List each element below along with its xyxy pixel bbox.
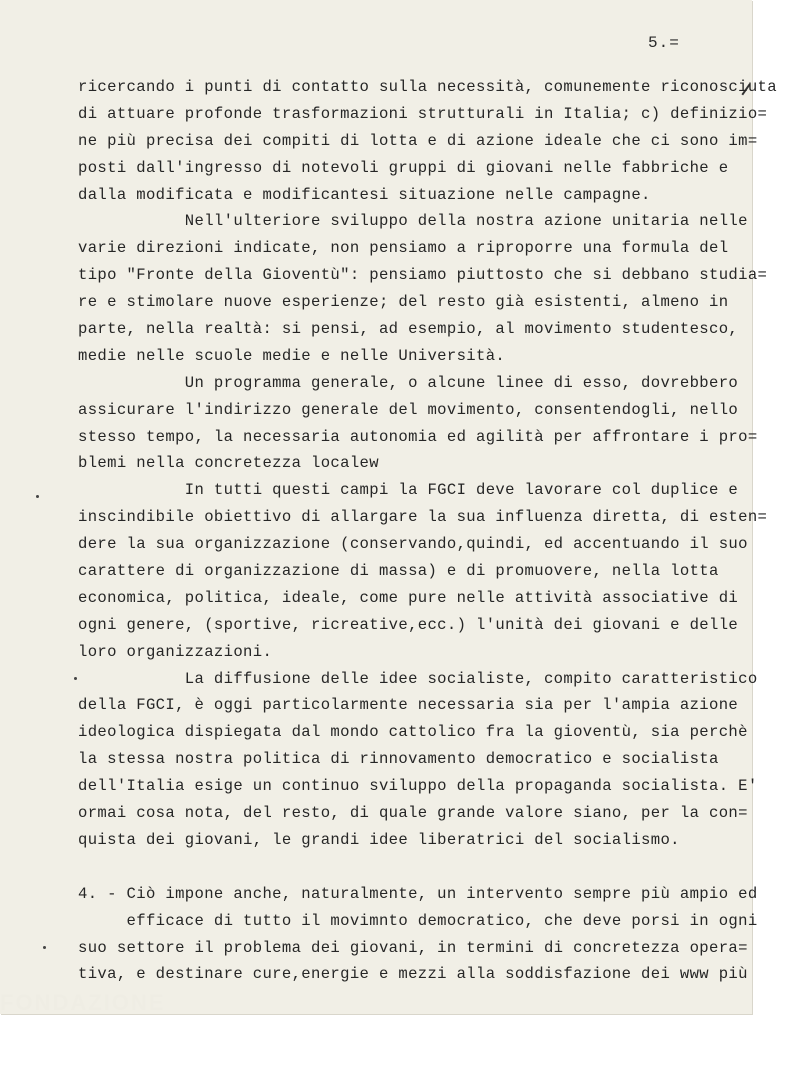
text-line: ormai cosa nota, del resto, di quale grande valore siano, per la con= xyxy=(78,804,748,823)
margin-dot xyxy=(43,946,46,949)
text-line: dell'Italia esige un continuo sviluppo della propaganda socialista. E' xyxy=(78,777,758,796)
text-line: posti dall'ingresso di notevoli gruppi di giovani nelle fabbriche e xyxy=(78,158,729,177)
text-line: ne più precisa dei compiti di lotta e di azione ideale che ci sono im= xyxy=(78,131,758,150)
watermark: FONDAZIONE xyxy=(0,990,166,1015)
text-line: assicurare l'indirizzo generale del movimento, consentendogli, nello xyxy=(78,400,739,419)
text-line: ricercando i punti di contatto sulla necessità, comunemente riconosciuta xyxy=(78,78,777,96)
text-line: re e stimolare nuove esperienze; del resto già esistenti, almeno in xyxy=(78,293,729,312)
text-line: quista dei giovani, le grandi idee liberatrici del socialismo. xyxy=(78,830,680,849)
text-line: Un programma generale, o alcune linee di esso, dovrebbero xyxy=(78,373,739,392)
text-line: dalla modificata e modificantesi situazione nelle campagne. xyxy=(78,185,651,204)
text-line: medie nelle scuole medie e nelle Università. xyxy=(78,346,506,365)
text-line: blemi nella concretezza localew xyxy=(78,454,379,473)
text-line: loro organizzazioni. xyxy=(78,642,273,661)
text-line: economica, politica, ideale, come pure nelle attività associative di xyxy=(78,588,739,607)
section-gap xyxy=(78,854,768,881)
text-line: Nell'ulteriore sviluppo della nostra azione unitaria nelle xyxy=(78,212,748,231)
text-line: carattere di organizzazione di massa) e di promuovere, nella lotta xyxy=(78,562,719,581)
text-line: ogni genere, (sportive, ricreative,ecc.) l'unità dei giovani e delle xyxy=(78,615,739,634)
text-line: In tutti questi campi la FGCI deve lavorare col duplice e xyxy=(78,481,739,500)
text-line: stesso tempo, la necessaria autonomia ed agilità per affrontare i pro= xyxy=(78,427,758,446)
text-line: tipo "Fronte della Gioventù": pensiamo piuttosto che si debbano studia= xyxy=(78,266,768,285)
text-line: ideologica dispiegata dal mondo cattolico fra la gioventù, sia perchè xyxy=(78,723,748,742)
section-4-line: tiva, e destinare cure,energie e mezzi alla soddisfazione dei www più xyxy=(78,965,748,984)
text-line: di attuare profonde trasformazioni strutturali in Italia; c) definizio= xyxy=(78,104,768,123)
page-number: 5.= xyxy=(648,34,680,52)
text-line: inscindibile obiettivo di allargare la sua influenza diretta, di esten= xyxy=(78,508,768,527)
section-4-line: suo settore il problema dei giovani, in termini di concretezza opera= xyxy=(78,938,748,957)
section-4-line: 4. - Ciò impone anche, naturalmente, un intervento sempre più ampio ed xyxy=(78,884,758,903)
text-line: varie direzioni indicate, non pensiamo a riproporre una formula del xyxy=(78,239,729,258)
text-line: La diffusione delle idee socialiste, compito caratteristico xyxy=(78,669,758,688)
margin-dot xyxy=(74,677,77,680)
margin-dot xyxy=(36,495,39,498)
body-text xyxy=(78,74,777,988)
text-line: dere la sua organizzazione (conservando,quindi, ed accentuando il suo xyxy=(78,535,748,554)
section-4-line: efficace di tutto il movimnto democratico, che deve porsi in ogni xyxy=(78,911,758,930)
text-line: parte, nella realtà: si pensi, ad esempio, al movimento studentesco, xyxy=(78,320,739,339)
text-line: la stessa nostra politica di rinnovamento democratico e socialista xyxy=(78,750,719,769)
text-line: della FGCI, è oggi particolarmente necessaria sia per l'ampia azione xyxy=(78,696,739,715)
